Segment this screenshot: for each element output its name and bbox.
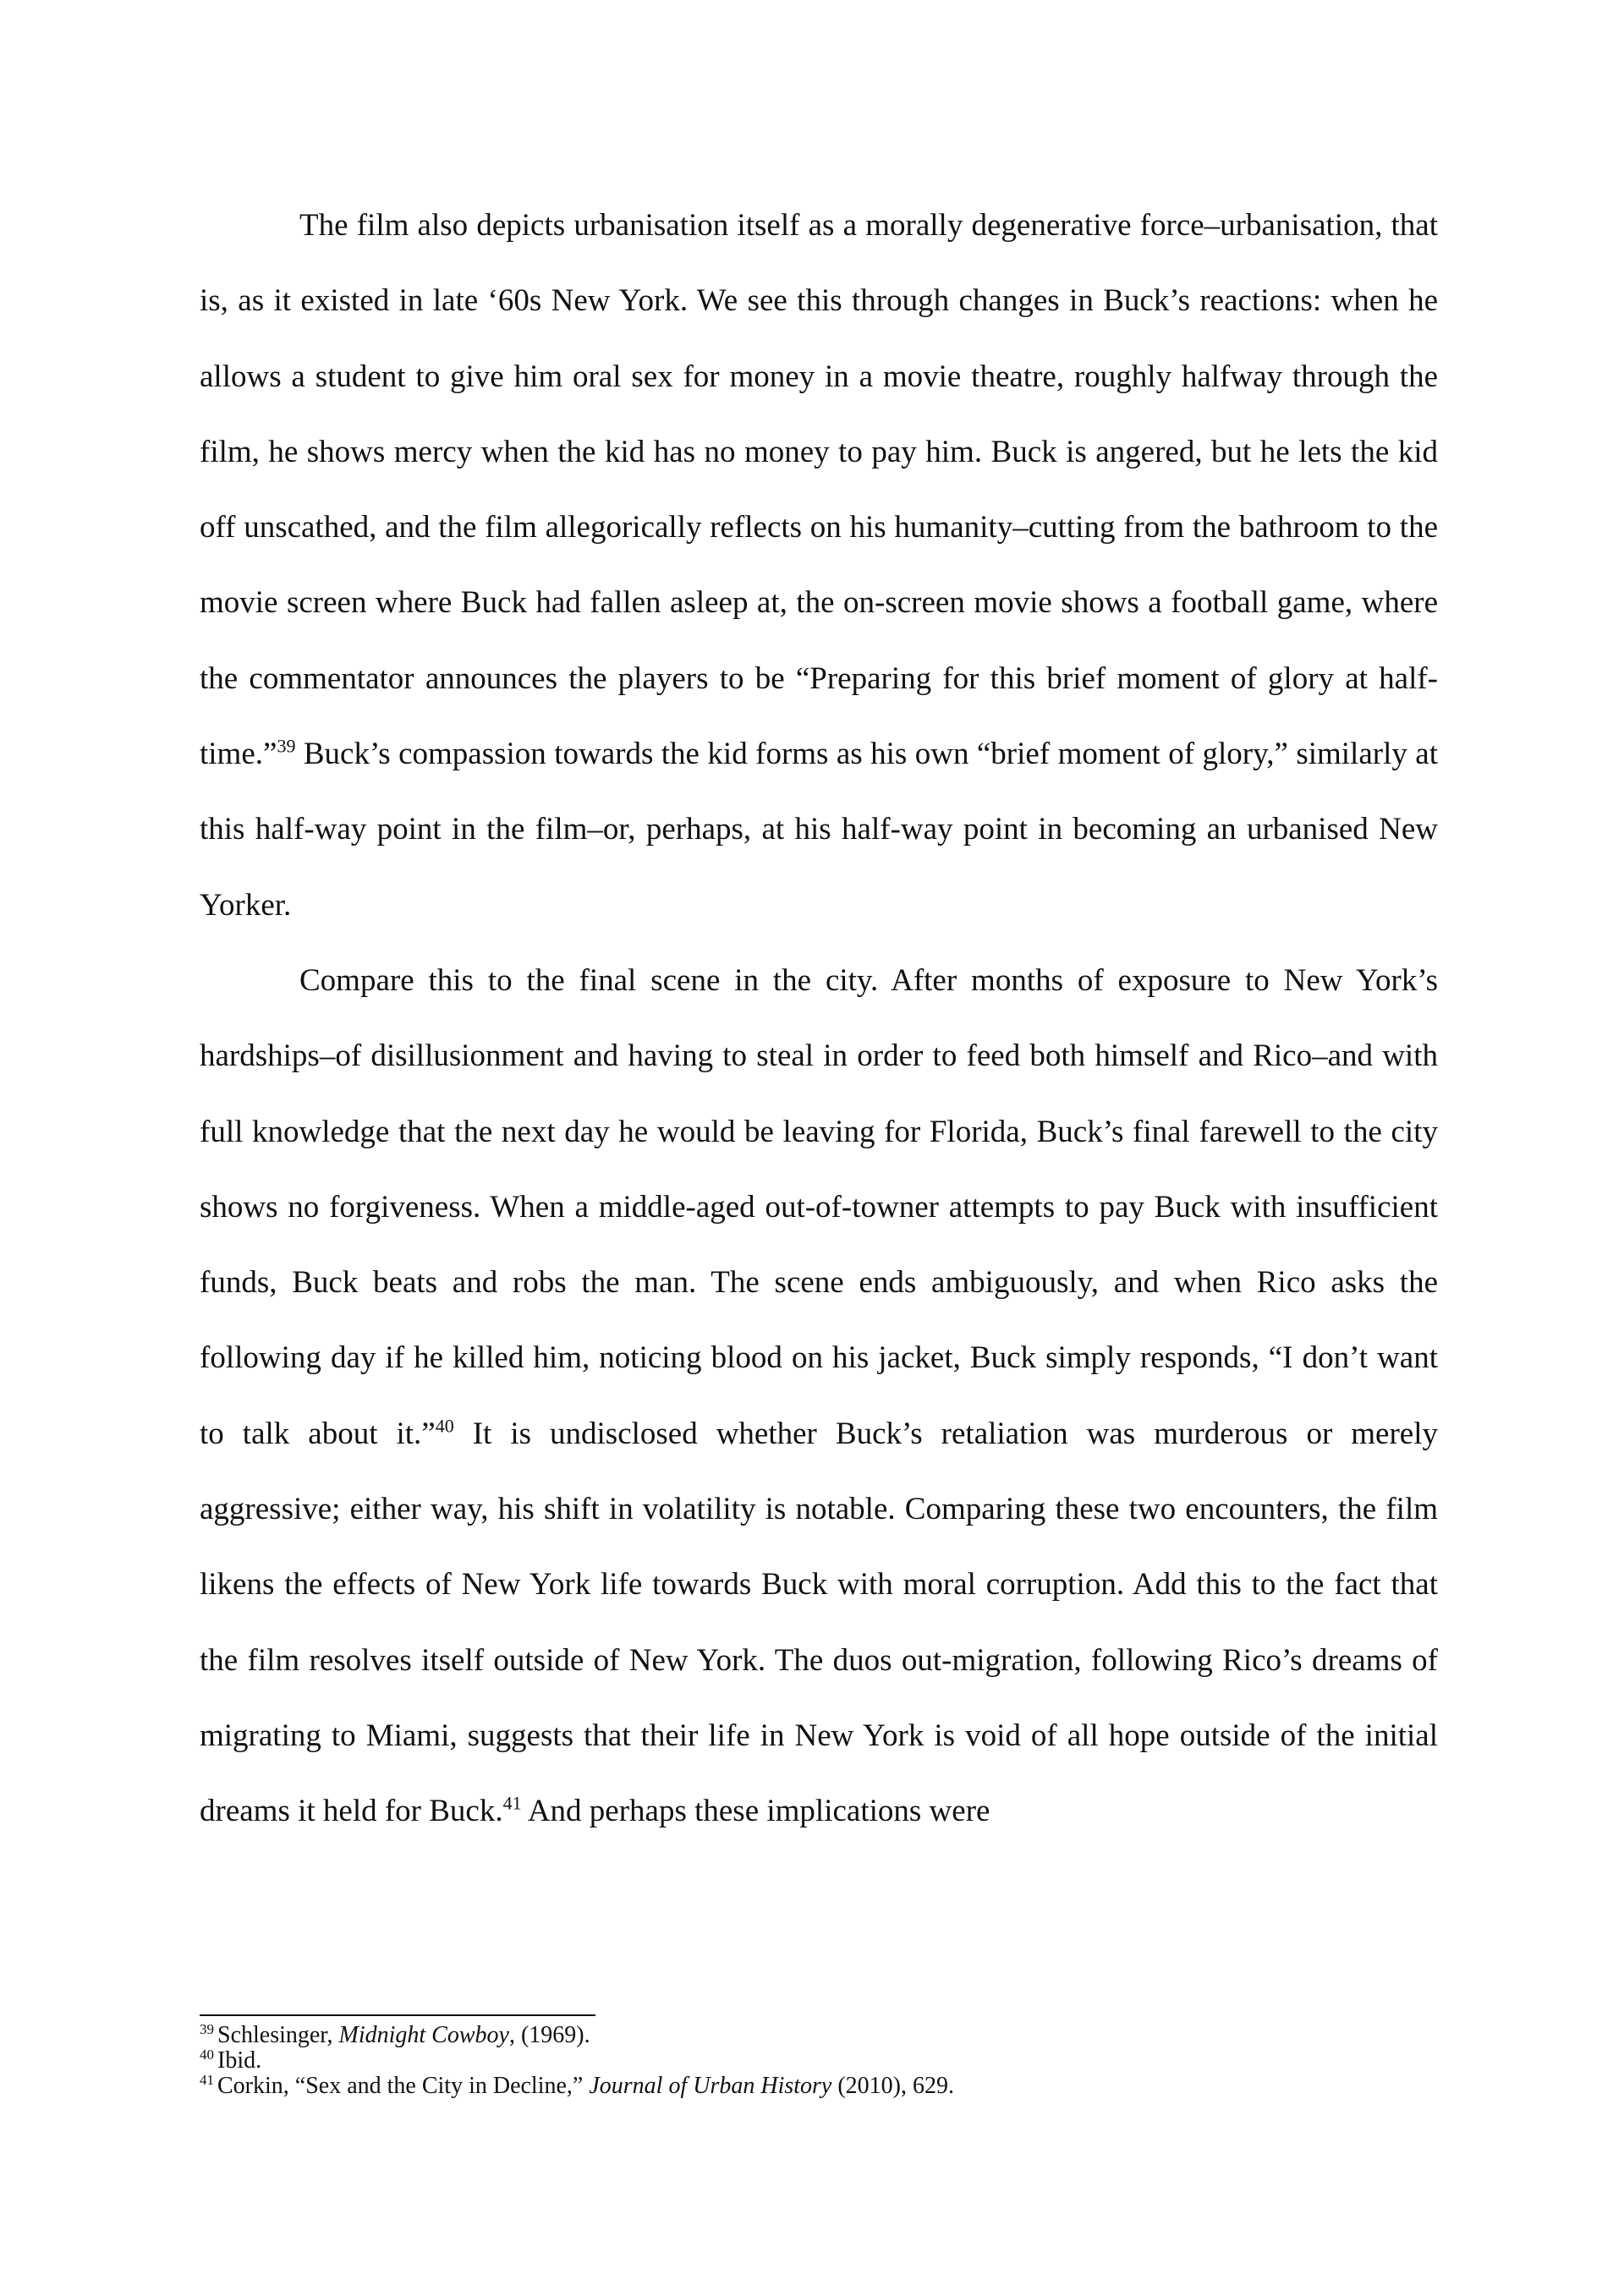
paragraph-1-text-a: The film also depicts urbanisation itself as a morally degenerative force–urbanisation, that is, as it existed in late ‘60s New York. We see this through changes in Buck’s reactions: when he allows a student to give him oral sex for money in a movie theatre, roughly halfway through the film, he shows mercy when the kid has no money to pay him. Buck is angered, but he lets the kid off unscathed, and the film allegorically reflects on his humanity–cutting from the bathroom to the movie screen where Buck had fallen asleep at, the on-screen movie shows a football game, where the commentator announces the players to be “Preparing for this brief moment of glory at half-time.” [200,208,1438,772]
footnote-reference-39: 39 [277,735,296,757]
footnote-40 [200,2048,1438,2074]
paragraph-1 [200,188,1438,943]
footnote-text: Ibid. [217,2047,262,2074]
footnote-text-end: , (1969). [508,2022,590,2048]
footnote-text-end: (2010), 629. [831,2073,955,2099]
footnote-reference-41: 41 [502,1792,522,1814]
paragraph-2-text-b: It is undisclosed whether Buck’s retaliation was murderous or merely aggressive; either way, his shift in volatility is notable. Comparing these two encounters, the film likens the effects of New York life towards Buck with moral corruption. Add this to the fact that the film resolves itself outside of New York. The duos out-migration, following Rico’s dreams of migrating to Miami, suggests that their life in New York is void of all hope outside of the initial dreams it held for Buck. [200,1416,1439,1829]
paragraph-2-text-a: Compare this to the final scene in the city. After months of exposure to New York’s hardships–of disillusionment and having to steal in order to feed both himself and Rico–and with full knowledge that the next day he would be leaving for Florida, Buck’s final farewell to the city shows no forgiveness. When a middle-aged out-of-towner attempts to pay Buck with insufficient funds, Buck beats and robs the man. The scene ends ambiguously, and when Rico asks the following day if he killed him, noticing blood on his jacket, Buck simply responds, “I don’t want to talk about it.” [200,962,1438,1451]
footnote-number: 41 [200,2071,214,2088]
footnote-number: 39 [200,2020,214,2037]
paragraph-2 [200,943,1438,1849]
footnote-separator [200,2014,595,2016]
footnote-title: Journal of Urban History [589,2073,832,2099]
footnote-number: 40 [200,2046,214,2063]
footnote-title: Midnight Cowboy [338,2022,509,2048]
paragraph-2-text-c: And perhaps these implications were [521,1794,990,1829]
footnotes [200,2020,1438,2099]
footnote-text: Schlesinger, [217,2022,339,2048]
footnote-39 [200,2020,1438,2048]
paragraph-1-text-b: Buck’s compassion towards the kid forms as his own “brief moment of glory,” similarly at this half-way point in the film–or, perhaps, at his half-way point in becoming an urbanised New Yorker. [200,737,1438,923]
footnote-reference-40: 40 [435,1415,454,1437]
footnote-text: Corkin, “Sex and the City in Decline,” [217,2073,590,2099]
footnote-41 [200,2071,1438,2099]
body-text [200,188,1438,1849]
